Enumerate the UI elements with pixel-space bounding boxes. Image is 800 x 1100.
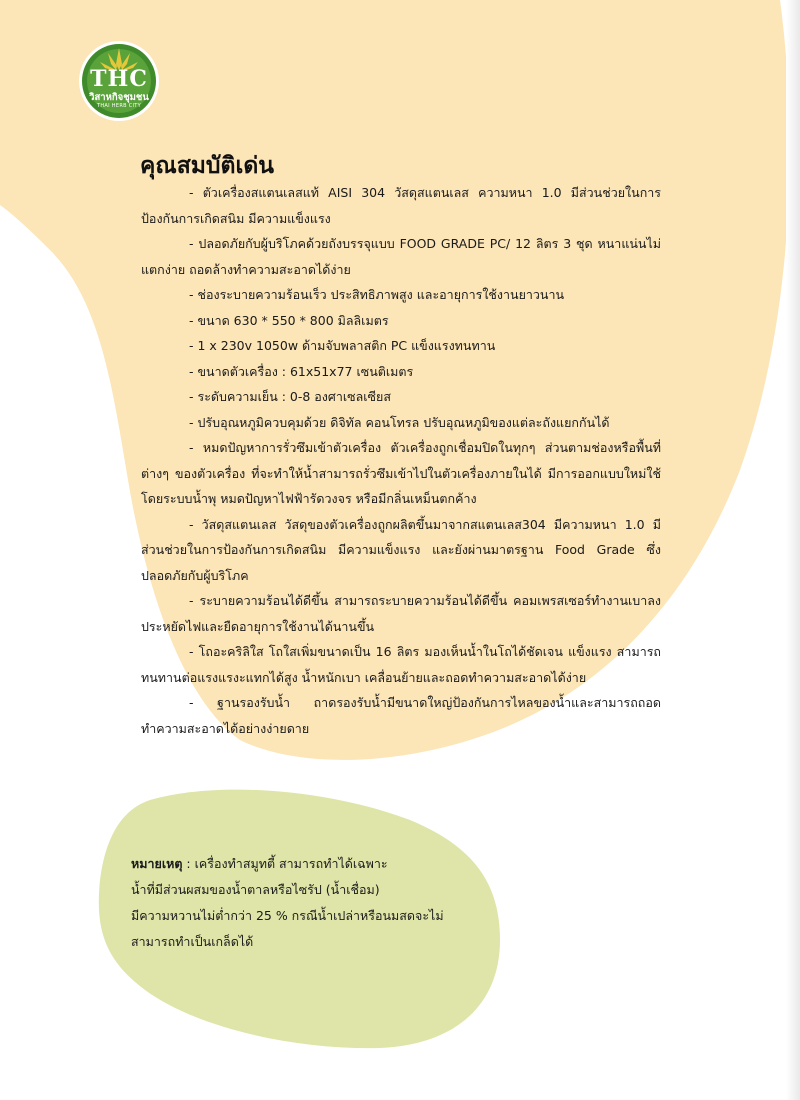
- feature-item: - หมดปัญหาการรั่วซึมเข้าตัวเครื่อง ตัวเครื่องถูกเชื่อมปิดในทุกๆ ส่วนตามช่องหรือพื้นที่ต่างๆ ของตัวเครื่อง ที่จะทำให้น้ำสามารถรั่วซึมเข้าไปในตัวเครื่องภายในได้ มีการออกแบบใหม่ใช้โดยระบบน้ำพุ หมดปัญหาไฟฟ้ารัดวงจร หรือมีกลิ่นเหม็นตกค้าง: [141, 440, 661, 506]
- note-text: : เครื่องทำสมูทตี้ สามารถทำได้เฉพาะ: [182, 856, 388, 871]
- page-title: คุณสมบัติเด่น: [140, 153, 274, 179]
- feature-item: - ปลอดภัยกับผู้บริโภคด้วยถังบรรจุแบบ FOOD GRADE PC/ 12 ลิตร 3 ชุด หนาแน่นไม่แตกง่าย ถอดล้างทำความสะอาดได้ง่าย: [141, 236, 661, 277]
- note-line: น้ำที่มีส่วนผสมของน้ำตาลหรือไซรัป (น้ำเชื่อม): [131, 882, 380, 897]
- note-line: [131, 851, 451, 877]
- logo-english-name: THAI HERB CITY: [97, 103, 141, 109]
- feature-item: - วัสดุสแตนเลส วัสดุของตัวเครื่องถูกผลิตขึ้นมาจากสแตนเลส304 มีความหนา 1.0 มีส่วนช่วยในการป้องกันการเกิดสนิม มีความแข็งแรง และยังผ่านมาตรฐาน Food Grade ซึ่งปลอดภัยกับผู้บริโภค: [141, 516, 661, 583]
- feature-item: - ปรับอุณหภูมิควบคุมด้วย ดิจิทัล คอนโทรล ปรับอุณหภูมิของแต่ละถังแยกกันได้: [189, 414, 610, 430]
- note-label: หมายเหตุ: [131, 856, 183, 871]
- note-line: สามารถทำเป็นเกล็ดได้: [131, 934, 254, 949]
- feature-item: - ช่องระบายความร้อนเร็ว ประสิทธิภาพสูง และอายุการใช้งานยาวนาน: [189, 287, 565, 302]
- page-edge-shadow: [786, 0, 800, 1100]
- feature-item: - โถอะคริลิใส โถใสเพิ่มขนาดเป็น 16 ลิตร มองเห็นน้ำในโถได้ชัดเจน แข็งแรง สามารถทนทานต่อแรงแรงะแทกได้สูง น้ำหนักเบา เคลื่อนย้ายและถอดทำความสะอาดได้ง่าย: [141, 644, 661, 685]
- feature-item: - ระบายความร้อนได้ดีขึ้น สามารถระบายความร้อนได้ดีขึ้น คอมเพรสเซอร์ทำงานเบาลง ประหยัดไฟและยืดอายุการใช้งานได้นานขึ้น: [141, 593, 661, 634]
- feature-item: - ขนาด 630 * 550 * 800 มิลลิเมตร: [189, 312, 389, 328]
- logo-thai-name: วิสาหกิจชุมชน: [89, 92, 149, 103]
- feature-item: - 1 x 230v 1050w ด้ามจับพลาสติก PC แข็งแรงทนทาน: [189, 338, 496, 353]
- feature-list: [141, 180, 661, 741]
- feature-item: - ขนาดตัวเครื่อง : 61x51x77 เซนติเมตร: [189, 363, 414, 379]
- feature-item: - ฐานรองรับน้ำ ถาดรองรับน้ำมีขนาดใหญ่ป้องกันการไหลของน้ำและสามารถถอดทำความสะอาดได้อย่างง่ายดาย: [141, 695, 661, 736]
- note-line: มีความหวานไม่ต่ำกว่า 25 % กรณีน้ำเปล่าหรือนมสดจะไม่: [131, 908, 444, 923]
- note-box: [131, 851, 451, 955]
- feature-item: - ตัวเครื่องสแตนเลสแท้ AISI 304 วัสดุสแตนเลส ความหนา 1.0 มีส่วนช่วยในการป้องกันการเกิดสนิม มีความแข็งแรง: [141, 185, 661, 226]
- feature-item: - ระดับความเย็น : 0-8 องศาเซลเซียส: [189, 389, 391, 404]
- thc-logo: [78, 40, 160, 122]
- logo-brand: THC: [90, 66, 148, 92]
